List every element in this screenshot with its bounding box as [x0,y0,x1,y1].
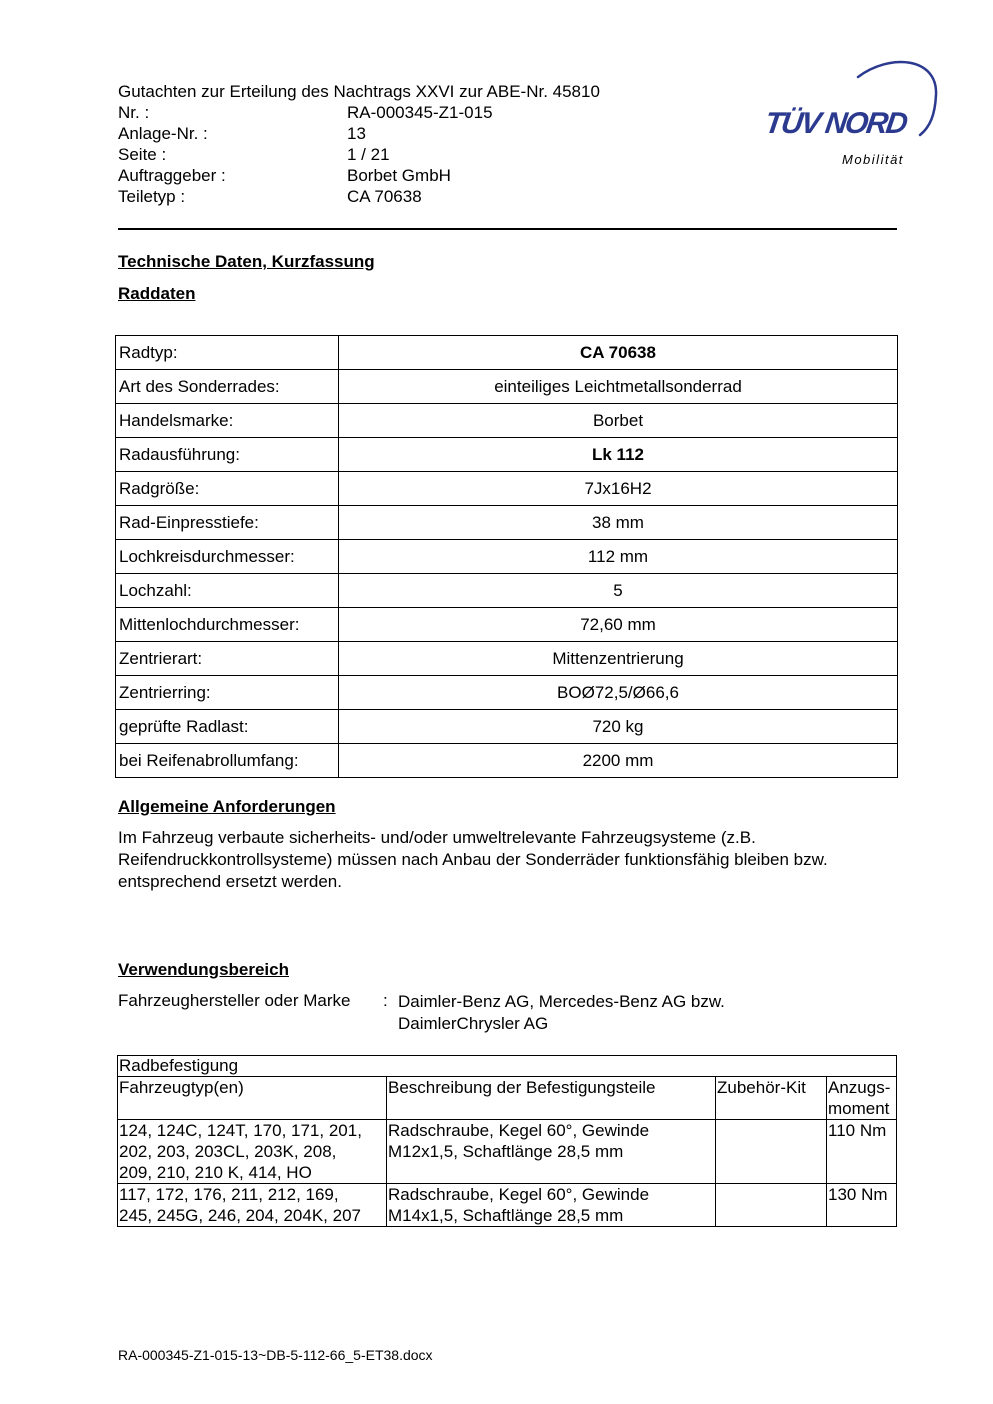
cell-beschreibung [387,1120,716,1184]
column-header-line: Anzugs- [828,1078,891,1097]
tuev-nord-logo [760,55,945,175]
table-title: Radbefestigung [118,1056,897,1077]
header-label-auftraggeber: Auftraggeber : [118,166,226,185]
cell-anzugsmoment: 110 Nm [827,1120,897,1184]
row-label: Handelsmarke: [116,404,339,438]
radbefestigung-table [117,1055,897,1227]
manufacturer-value-line: DaimlerChrysler AG [398,1014,549,1033]
table-row [118,1120,897,1184]
table-row [116,506,898,540]
row-value: einteiliges Leichtmetallsonderrad [339,370,898,404]
cell-line: M12x1,5, Schaftlänge 28,5 mm [388,1142,624,1161]
table-row [116,472,898,506]
row-label: Art des Sonderrades: [116,370,339,404]
row-value: 72,60 mm [339,608,898,642]
manufacturer-colon: : [383,991,388,1010]
section-heading-raddaten: Raddaten [118,284,196,303]
header-value-teiletyp: CA 70638 [347,187,422,206]
column-header: Zubehör-Kit [716,1077,827,1120]
row-label: Radausführung: [116,438,339,472]
raddaten-table [115,335,898,778]
row-label: geprüfte Radlast: [116,710,339,744]
row-value: 7Jx16H2 [339,472,898,506]
cell-zubehoer-kit [716,1120,827,1184]
header-value-nr: RA-000345-Z1-015 [347,103,493,122]
row-label: Lochkreisdurchmesser: [116,540,339,574]
column-header: Fahrzeugtyp(en) [118,1077,387,1120]
cell-line: M14x1,5, Schaftlänge 28,5 mm [388,1206,624,1225]
section-heading-verwendung: Verwendungsbereich [118,960,289,979]
table-row [116,438,898,472]
row-label: bei Reifenabrollumfang: [116,744,339,778]
row-label: Zentrierring: [116,676,339,710]
row-value: CA 70638 [339,336,898,370]
section-heading-tech: Technische Daten, Kurzfassung [118,252,375,271]
cell-line: Radschraube, Kegel 60°, Gewinde [388,1185,650,1204]
row-value: 112 mm [339,540,898,574]
row-label: Radtyp: [116,336,339,370]
manufacturer-value-line: Daimler-Benz AG, Mercedes-Benz AG bzw. [398,992,725,1011]
document-title: Gutachten zur Erteilung des Nachtrags XXVI zur ABE-Nr. 45810 [118,82,600,101]
table-row [116,608,898,642]
cell-line: 209, 210, 210 K, 414, HO [119,1163,312,1182]
row-label: Lochzahl: [116,574,339,608]
header-label-anlage: Anlage-Nr. : [118,124,208,143]
section-heading-allgemein: Allgemeine Anforderungen [118,797,336,816]
column-header-line: moment [828,1099,890,1118]
cell-line: Radschraube, Kegel 60°, Gewinde [388,1121,650,1140]
cell-beschreibung [387,1184,716,1227]
table-row [118,1184,897,1227]
cell-line: 202, 203, 203CL, 203K, 208, [119,1142,337,1161]
table-row [116,642,898,676]
column-header: Beschreibung der Befestigungsteile [387,1077,716,1120]
table-row [116,574,898,608]
table-row [116,370,898,404]
cell-anzugsmoment: 130 Nm [827,1184,897,1227]
allgemein-paragraph: Im Fahrzeug verbaute sicherheits- und/oder umweltrelevante Fahrzeugsysteme (z.B. Reifendruckkontrollsysteme) müssen nach Anbau der Sonderräder funktionsfähig bleiben bzw. entsprechend ersetzt werden. [118,828,828,891]
header-value-auftraggeber: Borbet GmbH [347,166,451,185]
row-label: Mittenlochdurchmesser: [116,608,339,642]
table-row [116,744,898,778]
row-value: 2200 mm [339,744,898,778]
cell-line: 124, 124C, 124T, 170, 171, 201, [119,1121,362,1140]
table-row [116,540,898,574]
table-row [116,336,898,370]
logo-brand-text: TÜV NORD [762,107,909,140]
row-value: Lk 112 [339,438,898,472]
header-value-anlage: 13 [347,124,366,143]
column-header [827,1077,897,1120]
table-header-row [118,1077,897,1120]
header-divider [118,228,897,230]
cell-zubehoer-kit [716,1184,827,1227]
header-value-seite: 1 / 21 [347,145,390,164]
table-title-row [118,1056,897,1077]
table-row [116,710,898,744]
table-row [116,676,898,710]
row-label: Zentrierart: [116,642,339,676]
header-label-nr: Nr. : [118,103,150,122]
table-row [116,404,898,438]
row-label: Rad-Einpresstiefe: [116,506,339,540]
row-value: 38 mm [339,506,898,540]
cell-line: 117, 172, 176, 211, 212, 169, [119,1185,339,1204]
row-value: BOØ72,5/Ø66,6 [339,676,898,710]
cell-fahrzeugtyp [118,1184,387,1227]
cell-line: 245, 245G, 246, 204, 204K, 207 [119,1206,361,1225]
row-value: Mittenzentrierung [339,642,898,676]
row-value: Borbet [339,404,898,438]
row-value: 720 kg [339,710,898,744]
header-label-teiletyp: Teiletyp : [118,187,186,206]
logo-subtitle: Mobilität [842,152,904,167]
header-label-seite: Seite : [118,145,167,164]
manufacturer-value [398,991,725,1035]
cell-fahrzeugtyp [118,1120,387,1184]
manufacturer-label: Fahrzeughersteller oder Marke [118,991,351,1010]
row-value: 5 [339,574,898,608]
footer-filename: RA-000345-Z1-015-13~DB-5-112-66_5-ET38.docx [118,1347,433,1363]
row-label: Radgröße: [116,472,339,506]
